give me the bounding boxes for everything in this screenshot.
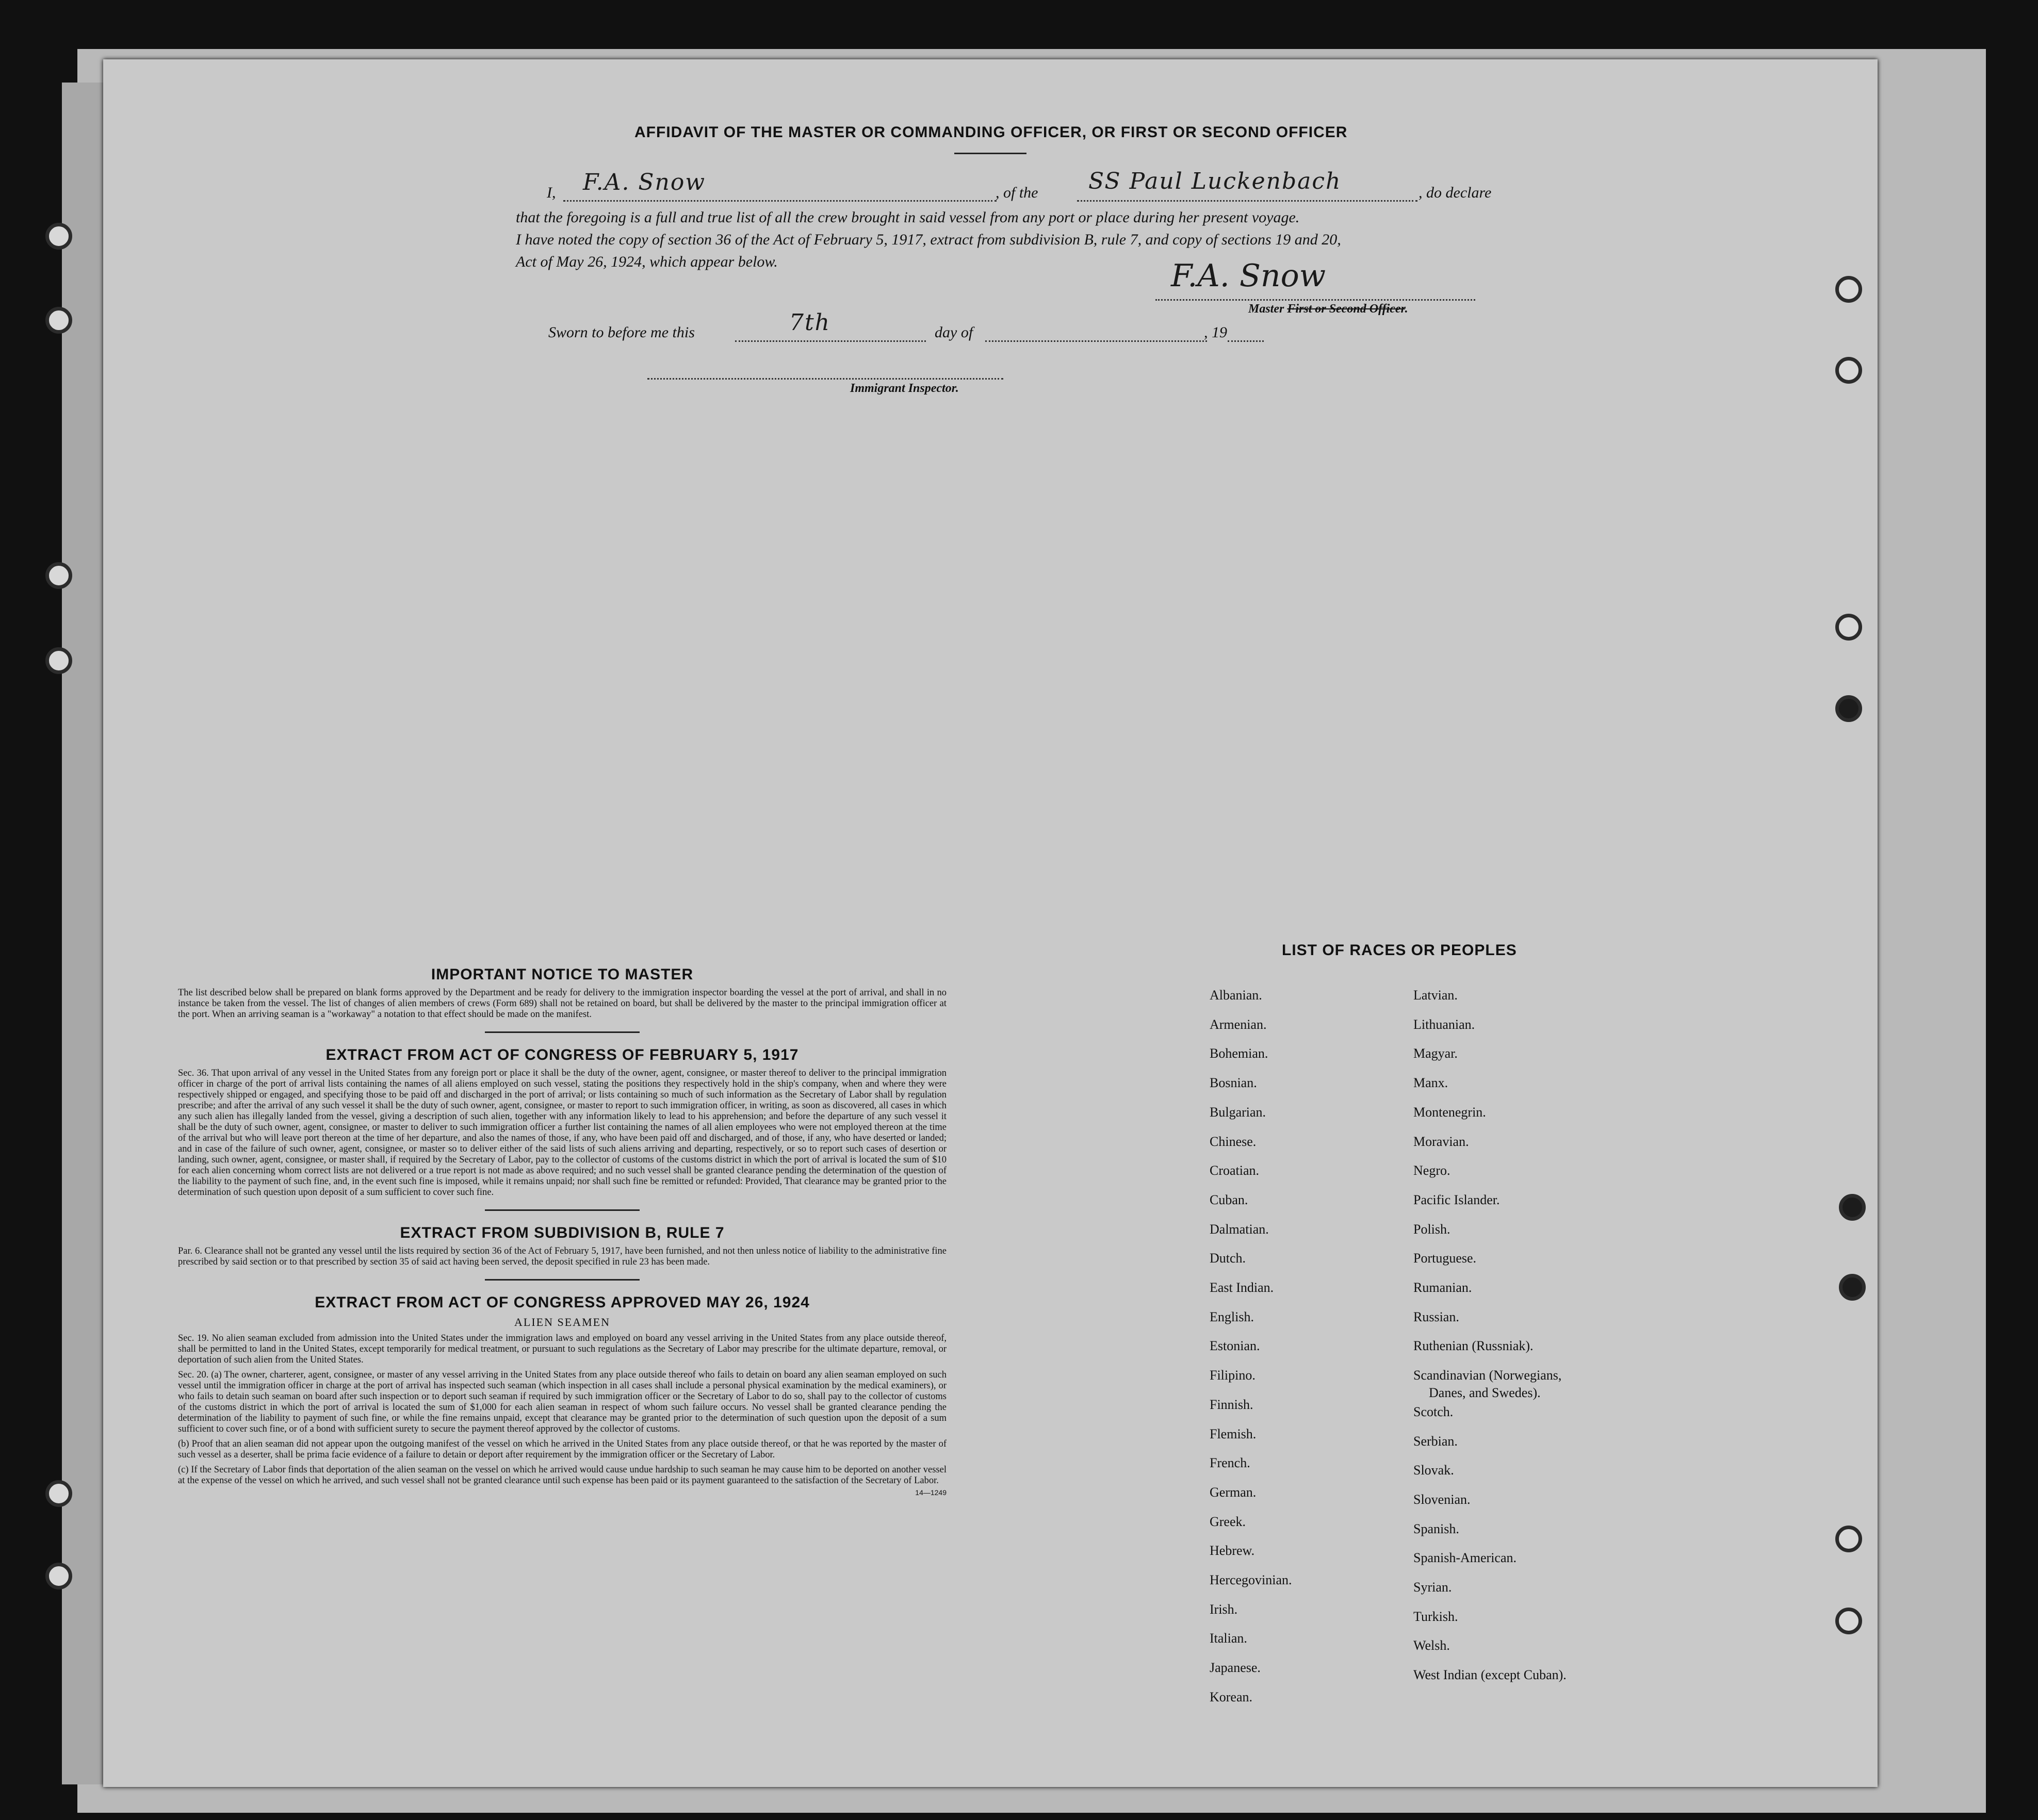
master-name: F.A. Snow	[583, 169, 706, 195]
vessel-name-line	[1077, 200, 1417, 202]
race-item: Latvian.	[1413, 988, 1458, 1003]
extract-1917-body: Sec. 36. That upon arrival of any vessel in the United States from any foreign port or place it shall be the duty of the owner, agent, consignee, or master thereof to deliver to the principal immigration officer in charge of the port of arrival lists containing the names of all aliens employed on such vessel, stating the positions they respectively hold in the ship's company, when and where they were respectively shipped or engaged, and specifying those to be paid off and discharged in the port of arrival; or lists containing so much of such information as the Secretary of Labor shall by regulation prescribe; and after the arrival of any such vessel it shall be the duty of such owner, agent, consignee, or master to report to such immigration officer, in writing, as soon as discovered, all cases in which any such alien has illegally landed from the vessel, giving a description of such alien, together with any information likely to lead to his apprehension; and before the departure of any such vessel it shall be the duty of such owner, agent, consignee, or master to deliver to such immigration officer a further list containing the names of all alien employees who were not employed thereon at the time of the arrival but who will leave port thereon at the time of her departure, and also the names of those, if any, who have been paid off and discharged, and of those, if any, who have deserted or landed; and in case of the failure of such owner, agent, consignee, or master so to deliver either of the said lists of such aliens arriving and departing, respectively, or so to report such cases of desertion or landing, such owner, agent, consignee, or master shall, if required by the Secretary of Labor, pay to the collector of customs of the customs district in which the port of arrival is located the sum of $10 for each alien concerning whom correct lists are not delivered or a true report is not made as above required; and no such vessel shall be granted clearance pending the determination of the question of the liability to the payment of such fine, and, in the event such fine is imposed, while it remains unpaid; nor shall such fine be remitted or refunded: Provided, That clearance may be granted prior to the determination of such question upon deposit of a sum sufficient to cover such fine.	[178, 1068, 947, 1198]
declaration-line: I have noted the copy of section 36 of the Act of February 5, 1917, extract from subdivision B, rule 7, and copy of sections 19 and 20,	[516, 231, 1341, 248]
master-name-line	[563, 200, 997, 202]
race-item: Dutch.	[1210, 1251, 1246, 1266]
race-item: Magyar.	[1413, 1046, 1458, 1061]
binder-hole-right	[1835, 1608, 1862, 1634]
race-item: Hercegovinian.	[1210, 1572, 1292, 1587]
race-item: Portuguese.	[1413, 1251, 1477, 1266]
binder-hole-right	[1839, 1194, 1866, 1221]
sworn-label: Sworn to before me this	[548, 324, 695, 341]
binder-hole-left	[45, 1480, 72, 1507]
sworn-day: 7th	[789, 309, 831, 336]
i-label: I,	[547, 184, 556, 201]
alien-seamen-subtitle: ALIEN SEAMEN	[514, 1316, 610, 1329]
race-item: Croatian.	[1210, 1163, 1260, 1178]
races-title: LIST OF RACES OR PEOPLES	[1282, 942, 1517, 959]
race-item: Filipino.	[1210, 1368, 1256, 1383]
race-item: Slovenian.	[1413, 1492, 1471, 1507]
race-item: Scotch.	[1413, 1404, 1454, 1419]
race-item: Lithuanian.	[1413, 1017, 1475, 1032]
race-item: Welsh.	[1413, 1638, 1450, 1653]
section-rule	[485, 1279, 640, 1281]
race-item: Finnish.	[1210, 1397, 1253, 1412]
race-item: Polish.	[1413, 1222, 1450, 1237]
of-the-label: , of the	[996, 184, 1038, 201]
race-item: Scandinavian (Norwegians,	[1413, 1368, 1562, 1383]
race-item: Estonian.	[1210, 1338, 1260, 1353]
declaration-text	[516, 206, 1511, 273]
race-item: Spanish.	[1413, 1521, 1459, 1536]
sworn-day-line	[735, 340, 926, 342]
race-item: Russian.	[1413, 1309, 1459, 1324]
race-item: Korean.	[1210, 1690, 1253, 1704]
extract-1924-title: EXTRACT FROM ACT OF CONGRESS APPROVED MAY 26, 1924	[315, 1294, 810, 1311]
signature-line	[1155, 299, 1475, 301]
binder-hole-right	[1835, 1526, 1862, 1552]
binder-hole-right	[1835, 276, 1862, 303]
binder-hole-left	[45, 223, 72, 250]
form-number: 14—1249	[915, 1488, 947, 1497]
declaration-line: Act of May 26, 1924, which appear below.	[516, 253, 778, 270]
binder-hole-right	[1835, 614, 1862, 641]
race-item: French.	[1210, 1455, 1250, 1470]
race-item: Cuban.	[1210, 1192, 1248, 1207]
extract-1924-paragraph: (b) Proof that an alien seaman did not appear upon the outgoing manifest of the vessel on which he arrived in the United States from any place outside thereof, or that he was reported by the master of such vessel as a deserter, shall be prima facie evidence of a failure to detain or deport after requirement by the immigration officer or the Secretary of Labor.	[178, 1439, 947, 1460]
binder-hole-right	[1835, 357, 1862, 384]
extract-rule7-title: EXTRACT FROM SUBDIVISION B, RULE 7	[400, 1224, 725, 1241]
extract-1924-paragraph: Sec. 19. No alien seaman excluded from admission into the United States under the immigration laws and employed on board any vessel arriving in the United States from any place outside thereof, shall be permitted to land in the United States, except temporarily for medical treatment, or pursuant to such regulations as the Secretary of Labor may prescribe for the ultimate departure, removal, or deportation of such alien from the United States.	[178, 1333, 947, 1365]
section-rule	[485, 1209, 640, 1211]
declaration-line: that the foregoing is a full and true list of all the crew brought in said vessel from any port or place during her present voyage.	[516, 209, 1300, 226]
year-prefix: , 19	[1204, 324, 1227, 341]
year-line	[1228, 340, 1264, 342]
signature-caption: Master First or Second Officer.	[1248, 302, 1408, 316]
binder-hole-right	[1835, 695, 1862, 722]
race-item: Turkish.	[1413, 1609, 1458, 1624]
race-item: Serbian.	[1413, 1434, 1458, 1449]
month-line	[985, 340, 1207, 342]
race-item: German.	[1210, 1485, 1257, 1500]
race-item: Moravian.	[1413, 1134, 1469, 1149]
title-rule	[954, 153, 1026, 154]
race-item: Hebrew.	[1210, 1543, 1255, 1558]
race-item: Japanese.	[1210, 1660, 1261, 1675]
race-item: West Indian (except Cuban).	[1413, 1667, 1567, 1682]
race-item: Dalmatian.	[1210, 1222, 1269, 1237]
extract-1924-paragraph: Sec. 20. (a) The owner, charterer, agent, consignee, or master of any vessel arriving in the United States from any place outside thereof who fails to detain on board any alien seaman employed on such vessel until the immigration officer in charge at the port of arrival has inspected such seaman (which inspection in all cases shall include a personal physical examination by the medical examiners), or who fails to detain such seaman on board after such inspection or to deport such seaman if required by such immigration officer or the Secretary of Labor to do so, shall pay to the collector of customs of the customs district in which the port of arrival is located the sum of $1,000 for each alien seaman in respect of whom such failure occurs. No vessel shall be granted clearance pending the determination of the liability to payment of such fine, or while the fine remains unpaid, except that clearance may be granted prior to the determination of such question upon the deposit of a sum sufficient to cover such fine, or of a bond with sufficient surety to secure the payment thereof approved by the collector of customs.	[178, 1370, 947, 1434]
binder-hole-left	[45, 1563, 72, 1589]
affidavit-title: AFFIDAVIT OF THE MASTER OR COMMANDING OFFICER, OR FIRST OR SECOND OFFICER	[634, 124, 1348, 141]
race-item: Montenegrin.	[1413, 1105, 1486, 1120]
extract-1917-title: EXTRACT FROM ACT OF CONGRESS OF FEBRUARY 5, 1917	[325, 1046, 799, 1063]
race-item: Albanian.	[1210, 988, 1262, 1003]
race-item: Slovak.	[1413, 1463, 1454, 1478]
day-of-label: day of	[935, 324, 973, 341]
do-declare-label: , do declare	[1419, 184, 1492, 201]
notice-body: The list described below shall be prepared on blank forms approved by the Department and be ready for delivery to the immigration inspector boarding the vessel at the port of arrival, and shall in no instance be taken from the vessel. The list of changes of alien members of crews (Form 689) shall not be retained on board, but shall be delivered by the master to the principal immigration officer at the port. When an arriving seaman is a "workaway" a notation to that effect should be made on the manifest.	[178, 988, 947, 1020]
race-item: Spanish-American.	[1413, 1550, 1517, 1565]
race-item: Irish.	[1210, 1602, 1238, 1617]
race-item: Italian.	[1210, 1631, 1247, 1646]
race-item: Danes, and Swedes).	[1429, 1385, 1541, 1400]
race-item: East Indian.	[1210, 1280, 1274, 1295]
race-item: Bohemian.	[1210, 1046, 1268, 1061]
race-item: Bosnian.	[1210, 1075, 1257, 1090]
vessel-name: SS Paul Luckenbach	[1088, 168, 1342, 194]
extract-1924-paragraph: (c) If the Secretary of Labor finds that deportation of the alien seaman on the vessel on which he arrived would cause undue hardship to such seaman he may cause him to be deported on another vessel at the expense of the vessel on which he arrived, and such vessel shall not be granted clearance until such expense has been paid or its payment guaranteed to the satisfaction of the Secretary of Labor.	[178, 1465, 947, 1486]
binder-hole-right	[1839, 1274, 1866, 1301]
race-item: Rumanian.	[1413, 1280, 1472, 1295]
inspector-signature-line	[647, 378, 1003, 380]
race-item: Manx.	[1413, 1075, 1448, 1090]
race-item: Flemish.	[1210, 1427, 1257, 1441]
document-page	[103, 59, 1878, 1787]
binder-hole-left	[45, 562, 72, 589]
race-item: Negro.	[1413, 1163, 1450, 1178]
race-item: Greek.	[1210, 1514, 1246, 1529]
legal-notices	[178, 966, 947, 1497]
section-rule	[485, 1031, 640, 1033]
inspector-caption: Immigrant Inspector.	[850, 382, 959, 395]
extract-rule7-body: Par. 6. Clearance shall not be granted any vessel until the lists required by section 36 of the Act of February 5, 1917, have been furnished, and not then unless notice of liability to the administrative fine prescribed by said section or to that prescribed by section 35 of said act having been served, the deposit specified in rule 23 has been made.	[178, 1246, 947, 1267]
binder-hole-left	[45, 647, 72, 674]
master-signature: F.A. Snow	[1171, 258, 1326, 294]
race-item: Bulgarian.	[1210, 1105, 1266, 1120]
binder-hole-left	[45, 307, 72, 334]
race-item: English.	[1210, 1309, 1254, 1324]
race-item: Ruthenian (Russniak).	[1413, 1338, 1534, 1353]
notice-title: IMPORTANT NOTICE TO MASTER	[431, 966, 694, 983]
race-item: Pacific Islander.	[1413, 1192, 1500, 1207]
race-item: Chinese.	[1210, 1134, 1257, 1149]
race-item: Armenian.	[1210, 1017, 1267, 1032]
race-item: Syrian.	[1413, 1580, 1452, 1595]
